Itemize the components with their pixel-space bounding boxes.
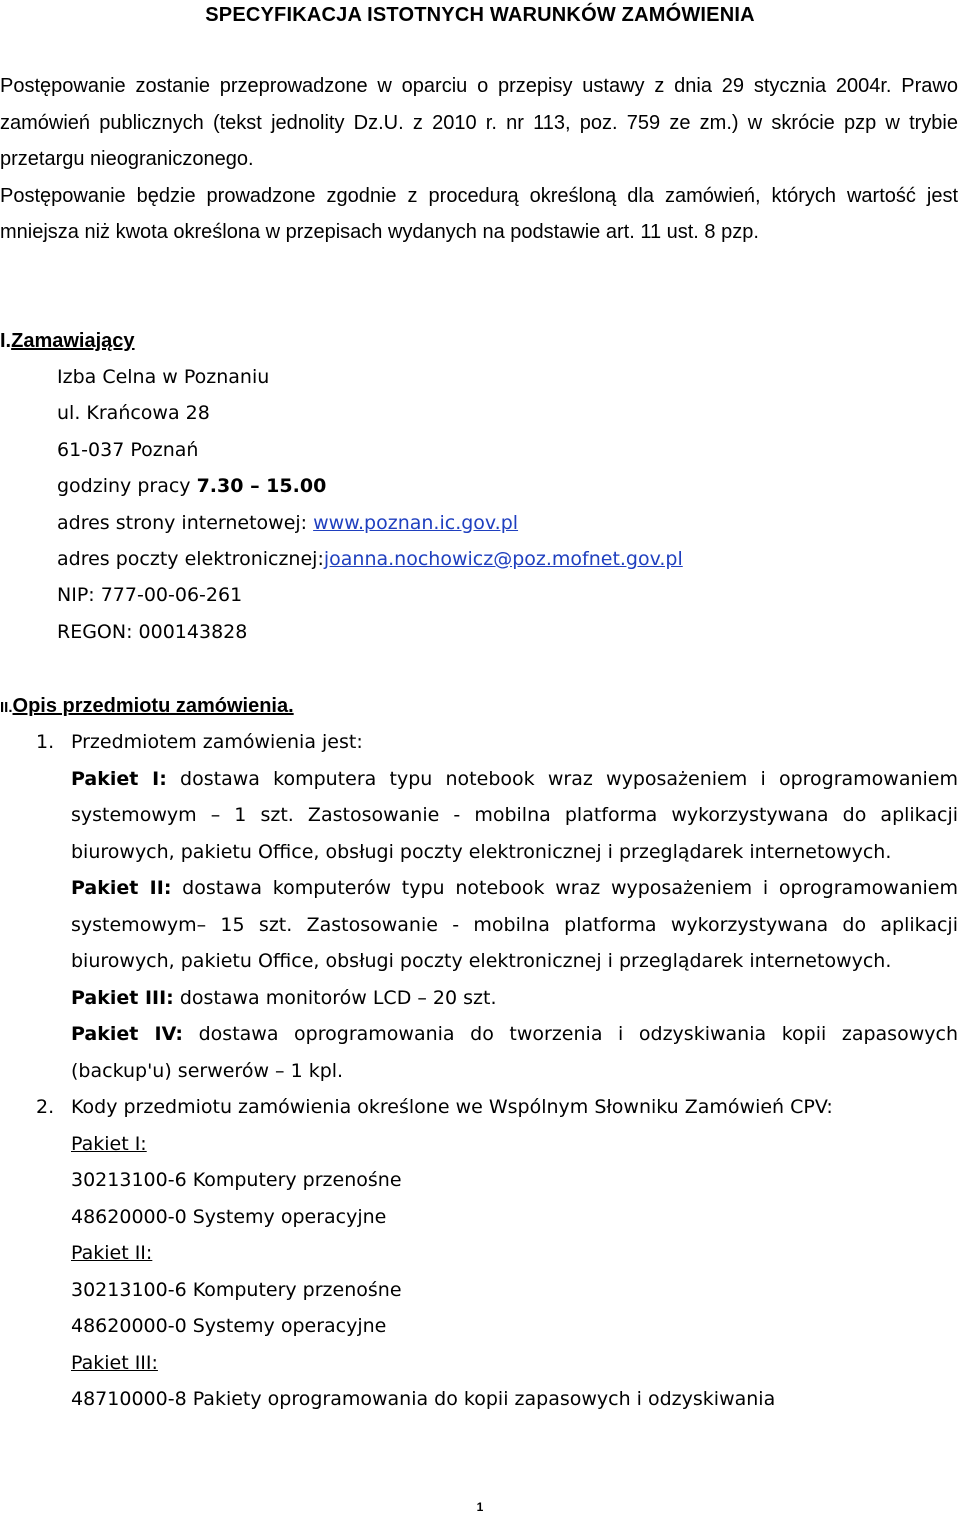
page-number: 1 <box>476 1500 484 1514</box>
intro-section <box>0 68 958 251</box>
cpv-code: 48620000-0 Systemy operacyjne <box>71 1315 387 1337</box>
package-4-label: Pakiet IV: <box>71 1023 184 1045</box>
section-1-number: I. <box>0 330 12 352</box>
cpv-lead: Kody przedmiotu zamówienia określone we Wspólnym Słowniku Zamówień CPV: <box>71 1096 833 1118</box>
package-4-text: dostawa oprogramowania do tworzenia i odzyskiwania kopii zapasowych (backup'u) serwerów – 1 kpl. <box>71 1023 958 1082</box>
working-hours <box>57 468 683 504</box>
cpv-package-label: Pakiet II: <box>71 1242 153 1264</box>
section-2-title: Opis przedmiotu zamówienia. <box>12 695 294 717</box>
section-1-heading <box>0 328 135 354</box>
package-2-description <box>71 870 958 980</box>
website-label: adres strony internetowej: <box>57 511 314 534</box>
working-hours-label: godziny pracy <box>57 475 197 498</box>
section-2-heading <box>0 693 294 721</box>
intro-paragraph-1: Postępowanie zostanie przeprowadzone w oparciu o przepisy ustawy z dnia 29 stycznia 2004r. Prawo zamówień publicznych (tekst jednolity Dz.U. z 2010 r. nr 113, poz. 759 ze zm.) w skrócie pzp w trybie przetargu nieograniczonego. <box>0 75 958 170</box>
email-link[interactable]: joanna.nochowicz@poz.mofnet.gov.pl <box>323 548 683 571</box>
list-item-number: 2. <box>36 1096 55 1118</box>
package-2-label: Pakiet II: <box>71 877 172 899</box>
authority-name: Izba Celna w Poznaniu <box>57 366 270 388</box>
website-link[interactable]: www.poznan.ic.gov.pl <box>313 511 519 534</box>
nip-number: NIP: 777-00-06-261 <box>57 584 243 607</box>
cpv-code: 30213100-6 Komputery przenośne <box>71 1278 402 1301</box>
website-line <box>57 505 683 541</box>
package-1-label: Pakiet I: <box>71 767 167 790</box>
package-3-label: Pakiet III: <box>71 986 174 1009</box>
email-label: adres poczty elektronicznej: <box>57 548 324 571</box>
package-1-description <box>71 761 958 871</box>
package-3-description <box>71 980 958 1017</box>
list-item-subject <box>0 724 958 1089</box>
subject-lead: Przedmiotem zamówienia jest: <box>71 731 363 753</box>
section-1-title: Zamawiający <box>11 330 135 352</box>
email-line <box>57 541 683 577</box>
authority-city: 61-037 Poznań <box>57 438 199 461</box>
authority-street: ul. Krańcowa 28 <box>57 402 210 425</box>
list-item-number: 1. <box>36 731 55 753</box>
intro-paragraph-2: Postępowanie będzie prowadzone zgodnie z procedurą określoną dla zamówień, których wartość jest mniejsza niż kwota określona w przepisach wydanych na podstawie art. 11 ust. 8 pzp. <box>0 184 958 243</box>
order-description-list <box>0 724 958 1418</box>
cpv-code: 48620000-0 Systemy operacyjne <box>71 1205 387 1228</box>
contracting-authority-details <box>57 359 683 650</box>
section-2-number: II. <box>0 699 13 716</box>
document-title: SPECYFIKACJA ISTOTNYCH WARUNKÓW ZAMÓWIENIA <box>205 4 755 26</box>
package-1-text: dostawa komputera typu notebook wraz wyposażeniem i oprogramowaniem systemowym – 1 szt. Zastosowanie - mobilna platforma wykorzystywana do aplikacji biurowych, pakietu Office, obsługi poczty elektronicznej i przeglądarek internetowych. <box>71 767 958 863</box>
cpv-code: 48710000-8 Pakiety oprogramowania do kopii zapasowych i odzyskiwania <box>71 1388 776 1410</box>
regon-number: REGON: 000143828 <box>57 620 248 643</box>
working-hours-value: 7.30 – 15.00 <box>196 475 327 498</box>
cpv-code: 30213100-6 Komputery przenośne <box>71 1169 402 1191</box>
cpv-package-label: Pakiet III: <box>71 1351 158 1374</box>
list-item-cpv-codes <box>0 1089 958 1418</box>
package-4-description <box>71 1016 958 1089</box>
package-2-text: dostawa komputerów typu notebook wraz wyposażeniem i oprogramowaniem systemowym– 15 szt. Zastosowanie - mobilna platforma wykorzystywana do aplikacji biurowych, pakietu Office, obsługi poczty elektronicznej i przeglądarek internetowych. <box>71 877 958 972</box>
package-3-text: dostawa monitorów LCD – 20 szt. <box>173 986 497 1009</box>
cpv-package-label: Pakiet I: <box>71 1132 147 1155</box>
